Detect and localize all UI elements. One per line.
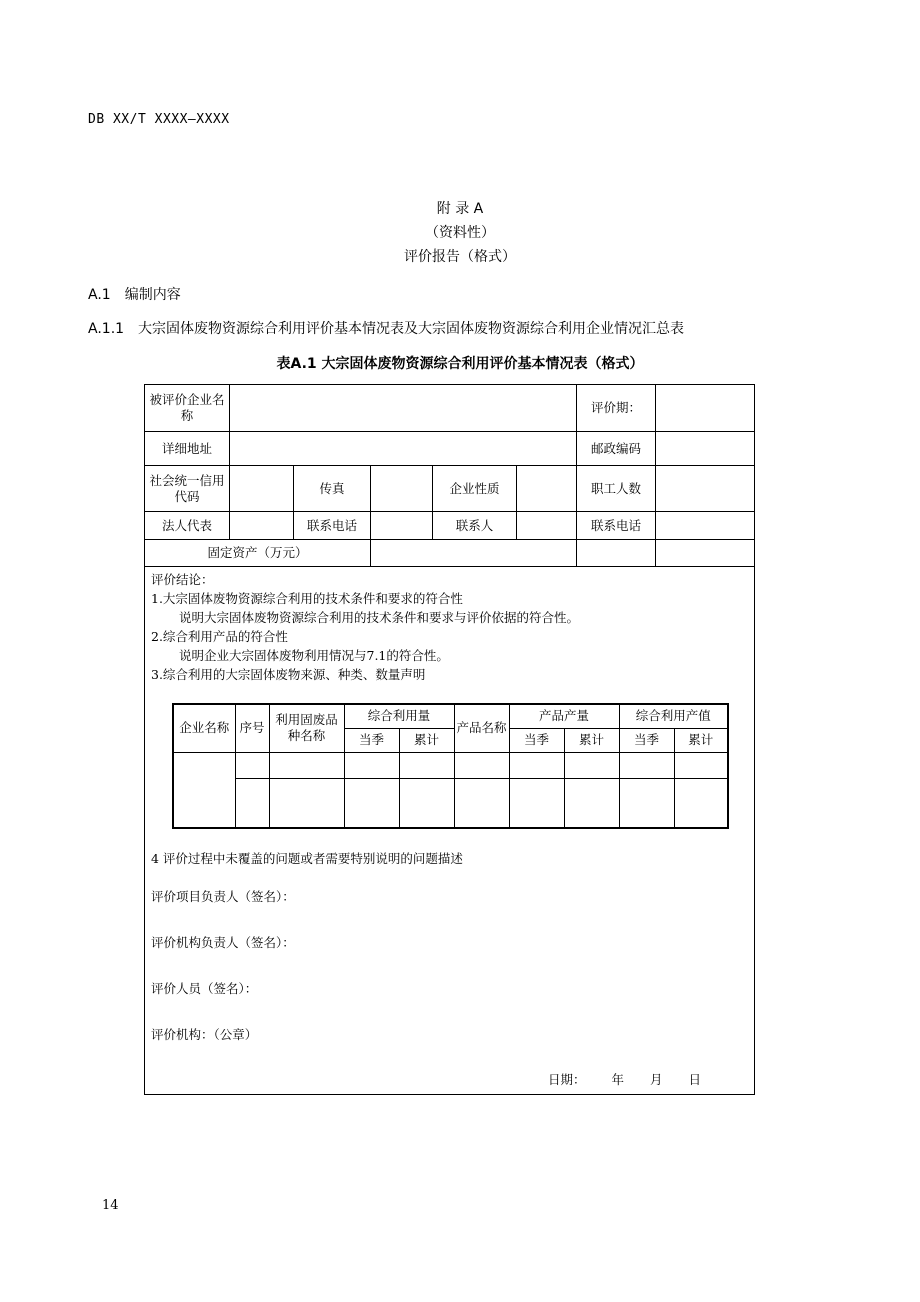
org-seal: 评价机构：（公章） [151, 1027, 258, 1042]
conclusion-item-2: 2.综合利用产品的符合性 [151, 629, 288, 644]
cell [235, 778, 269, 828]
header-product: 产品名称 [454, 704, 509, 752]
date-month: 月 [649, 1072, 663, 1087]
value-eval-period [656, 385, 755, 432]
label-phone-1: 联系电话 [294, 512, 371, 540]
section-a11-number: A.1.1 [88, 321, 125, 337]
cell [235, 752, 269, 778]
table-row [173, 752, 728, 778]
sign-project-head: 评价项目负责人（签名）： [151, 889, 295, 904]
conclusion-item-2-desc: 说明企业大宗固体废物利用情况与7.1的符合性。 [179, 648, 449, 663]
value-company-nature [517, 466, 577, 512]
section-a11-title: 大宗固体废物资源综合利用评价基本情况表及大宗固体废物资源综合利用企业情况汇总表 [138, 321, 685, 337]
waste-source-table [172, 703, 729, 829]
label-fixed-assets: 固定资产（万元） [145, 540, 371, 567]
header-value-current: 当季 [619, 728, 674, 752]
header-waste-type: 利用固废品种名称 [269, 704, 344, 752]
section-a1-number: A.1 [88, 287, 111, 303]
label-fax: 传真 [294, 466, 371, 512]
label-credit-code: 社会统一信用代码 [145, 466, 230, 512]
header-output: 产品产量 [509, 704, 619, 728]
value-phone-2 [656, 512, 755, 540]
label-employees: 职工人数 [577, 466, 656, 512]
date-day: 日 [688, 1072, 701, 1087]
label-company-name: 被评价企业名称 [145, 385, 230, 432]
cell [564, 752, 619, 778]
appendix-subtitle: 评价报告（格式） [404, 249, 516, 265]
label-phone-2: 联系电话 [577, 512, 656, 540]
value-fixed-assets-end [656, 540, 755, 567]
conclusion-item-1: 1.大宗固体废物资源综合利用的技术条件和要求的符合性 [151, 591, 463, 606]
cell [344, 752, 399, 778]
evaluation-form-table [144, 384, 755, 1095]
cell [619, 752, 674, 778]
value-phone-1 [371, 512, 433, 540]
value-contact [517, 512, 577, 540]
section-a1-title: 编制内容 [124, 287, 181, 303]
header-seq: 序号 [235, 704, 269, 752]
cell [509, 752, 564, 778]
conclusion-item-3: 3.综合利用的大宗固体废物来源、种类、数量声明 [151, 667, 426, 682]
label-legal-rep: 法人代表 [145, 512, 230, 540]
header-util-cumulative: 累计 [399, 728, 454, 752]
cell [674, 752, 728, 778]
table-caption: 表A.1 大宗固体废物资源综合利用评价基本情况表（格式） [276, 356, 644, 372]
value-fixed-assets-extra [577, 540, 656, 567]
conclusion-section [145, 567, 755, 1095]
header-value: 综合利用产值 [619, 704, 728, 728]
value-fax [371, 466, 433, 512]
header-util-current: 当季 [344, 728, 399, 752]
sign-staff: 评价人员（签名）： [151, 981, 258, 996]
cell [564, 778, 619, 828]
conclusion-heading: 评价结论： [151, 572, 214, 587]
label-postal-code: 邮政编码 [577, 432, 656, 466]
document-code: DB XX/T XXXX—XXXX [88, 112, 230, 127]
header-value-cumulative: 累计 [674, 728, 728, 752]
section-a1 [88, 284, 181, 304]
label-eval-period: 评价期： [577, 385, 656, 432]
cell [269, 752, 344, 778]
header-output-current: 当季 [509, 728, 564, 752]
date-line [548, 1072, 701, 1088]
table-row [173, 778, 728, 828]
cell [454, 778, 509, 828]
cell [269, 778, 344, 828]
cell [454, 752, 509, 778]
conclusion-item-4: 4 评价过程中未覆盖的问题或者需要特别说明的问题描述 [151, 851, 463, 866]
cell [399, 752, 454, 778]
value-postal-code [656, 432, 755, 466]
section-a11 [88, 318, 684, 338]
value-fixed-assets [371, 540, 577, 567]
header-utilization: 综合利用量 [344, 704, 454, 728]
cell [173, 752, 235, 828]
label-contact: 联系人 [433, 512, 517, 540]
cell [399, 778, 454, 828]
value-employees [656, 466, 755, 512]
value-company-name [230, 385, 577, 432]
date-year: 年 [611, 1072, 624, 1087]
appendix-title: 附 录 A [436, 201, 484, 217]
value-legal-rep [230, 512, 294, 540]
cell [509, 778, 564, 828]
conclusion-item-1-desc: 说明大宗固体废物资源综合利用的技术条件和要求与评价依据的符合性。 [179, 610, 580, 625]
date-label: 日期： [548, 1072, 586, 1087]
sign-org-head: 评价机构负责人（签名）： [151, 935, 295, 950]
cell [619, 778, 674, 828]
header-company: 企业名称 [173, 704, 235, 752]
cell [674, 778, 728, 828]
appendix-nature: （资料性） [425, 225, 495, 241]
label-address: 详细地址 [145, 432, 230, 466]
value-credit-code [230, 466, 294, 512]
header-output-cumulative: 累计 [564, 728, 619, 752]
value-address [230, 432, 577, 466]
page-number: 14 [102, 1198, 119, 1213]
label-company-nature: 企业性质 [433, 466, 517, 512]
cell [344, 778, 399, 828]
